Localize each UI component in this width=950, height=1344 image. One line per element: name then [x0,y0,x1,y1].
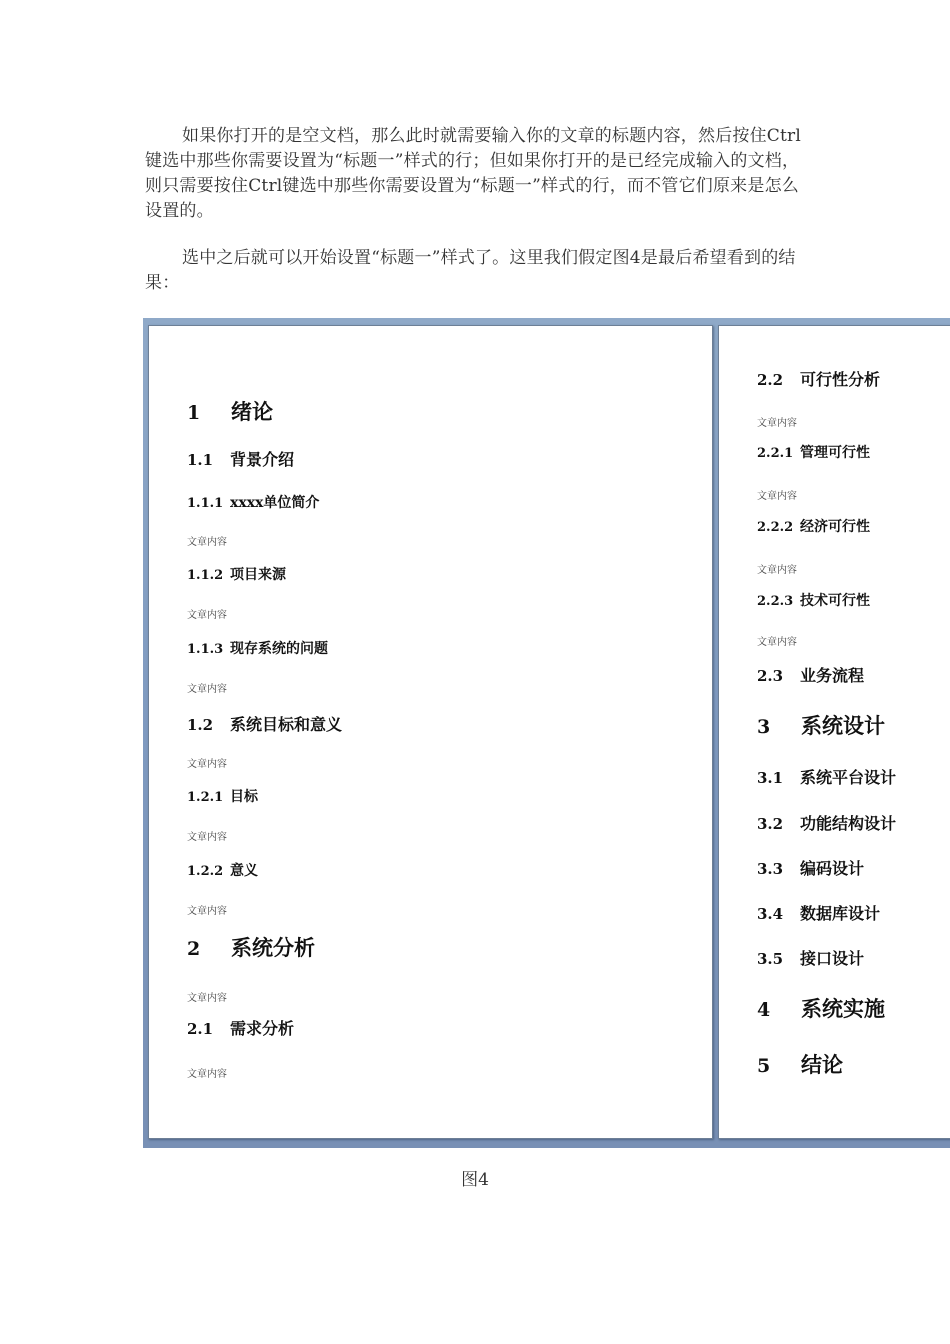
heading-text: 系统实施 [801,996,885,1021]
heading-text: 意义 [230,863,258,879]
heading-number: 3.1 [757,769,784,787]
heading-text: 需求分析 [230,1019,295,1038]
heading-number: 3.3 [757,860,784,878]
heading-number: 3.4 [757,905,784,923]
heading-number: 2.2 [757,371,784,389]
heading-h3 [187,786,258,806]
body-placeholder-text: 文章内容 [187,1069,227,1080]
heading-h2 [187,447,294,470]
heading-number: 2.3 [757,667,784,685]
heading-text: 绪论 [231,399,273,424]
body-placeholder-text: 文章内容 [187,537,227,548]
heading-h3 [757,442,870,462]
heading-text: 背景介绍 [230,450,295,469]
heading-text: 编码设计 [800,859,865,878]
heading-h3 [187,564,286,584]
heading-text: 系统平台设计 [800,768,897,787]
heading-number: 1.1 [187,451,214,469]
heading-number: 3.2 [757,815,784,833]
body-placeholder-text: 文章内容 [757,637,797,648]
figure-screenshot [143,318,950,1148]
intro-paragraph: 如果你打开的是空文档，那么此时就需要输入你的文章的标题内容，然后按住Ctrl键选中那些你需要设置为“标题一”样式的行；但如果你打开的是已经完成输入的文档，则只需要按住Ctrl键选中那些你需要设置为“标题一”样式的行，而不管它们原来是怎么设置的。 [145,126,802,221]
heading-number: 3 [757,716,771,738]
document-page-left [148,325,713,1139]
body-placeholder-text: 文章内容 [187,759,227,770]
heading-h3 [187,492,319,512]
heading-number: 5 [757,1055,771,1077]
heading-text: 可行性分析 [800,370,881,389]
heading-number: 1 [187,402,201,424]
heading-h3 [757,516,870,536]
heading-h3 [187,638,328,658]
document-page-right [718,325,950,1139]
body-placeholder-text: 文章内容 [187,906,227,917]
heading-text: 数据库设计 [800,904,881,923]
selection-paragraph: 选中之后就可以开始设置“标题一”样式了。这里我们假定图4是最后希望看到的结果： [145,248,796,293]
heading-number: 1.1.2 [187,568,224,583]
heading-h2 [757,946,864,969]
heading-h2 [757,663,864,686]
heading-h3 [757,590,870,610]
heading-h1 [757,1049,843,1079]
heading-h2 [187,1016,294,1039]
heading-number: 1.1.1 [187,496,224,511]
heading-number: 1.2.2 [187,864,224,879]
heading-h2 [187,712,342,735]
heading-h1 [187,932,315,962]
body-placeholder-text: 文章内容 [187,610,227,621]
heading-number: 2 [187,938,201,960]
body-placeholder-text: 文章内容 [757,418,797,429]
heading-number: 1.2 [187,716,214,734]
heading-number: 2.2.1 [757,446,794,461]
heading-text: 项目来源 [230,567,286,583]
heading-h2 [757,856,864,879]
heading-number: 2.2.3 [757,594,794,609]
heading-text: xxxx单位简介 [230,495,320,511]
heading-h2 [757,367,880,390]
heading-text: 结论 [801,1052,843,1077]
body-placeholder-text: 文章内容 [187,684,227,695]
body-placeholder-text: 文章内容 [757,491,797,502]
heading-h1 [187,396,273,426]
body-placeholder-text: 文章内容 [757,565,797,576]
heading-text: 经济可行性 [800,519,870,535]
heading-h2 [757,765,896,788]
body-placeholder-text: 文章内容 [187,832,227,843]
heading-number: 1.1.3 [187,642,224,657]
heading-text: 接口设计 [800,949,865,968]
heading-text: 目标 [230,789,258,805]
heading-h2 [757,901,880,924]
heading-text: 系统设计 [801,713,885,738]
heading-number: 1.2.1 [187,790,224,805]
heading-text: 系统分析 [231,935,315,960]
heading-text: 系统目标和意义 [230,715,343,734]
heading-text: 业务流程 [800,666,865,685]
heading-number: 3.5 [757,950,784,968]
heading-text: 功能结构设计 [800,814,897,833]
heading-number: 4 [757,999,771,1021]
heading-text: 现存系统的问题 [230,641,328,657]
figure-caption: 图4 [461,1170,489,1190]
heading-text: 技术可行性 [800,593,870,609]
heading-h1 [757,710,885,740]
heading-h2 [757,811,896,834]
body-placeholder-text: 文章内容 [187,993,227,1004]
heading-number: 2.1 [187,1020,214,1038]
heading-h1 [757,993,885,1023]
heading-text: 管理可行性 [800,445,870,461]
heading-h3 [187,860,258,880]
heading-number: 2.2.2 [757,520,794,535]
